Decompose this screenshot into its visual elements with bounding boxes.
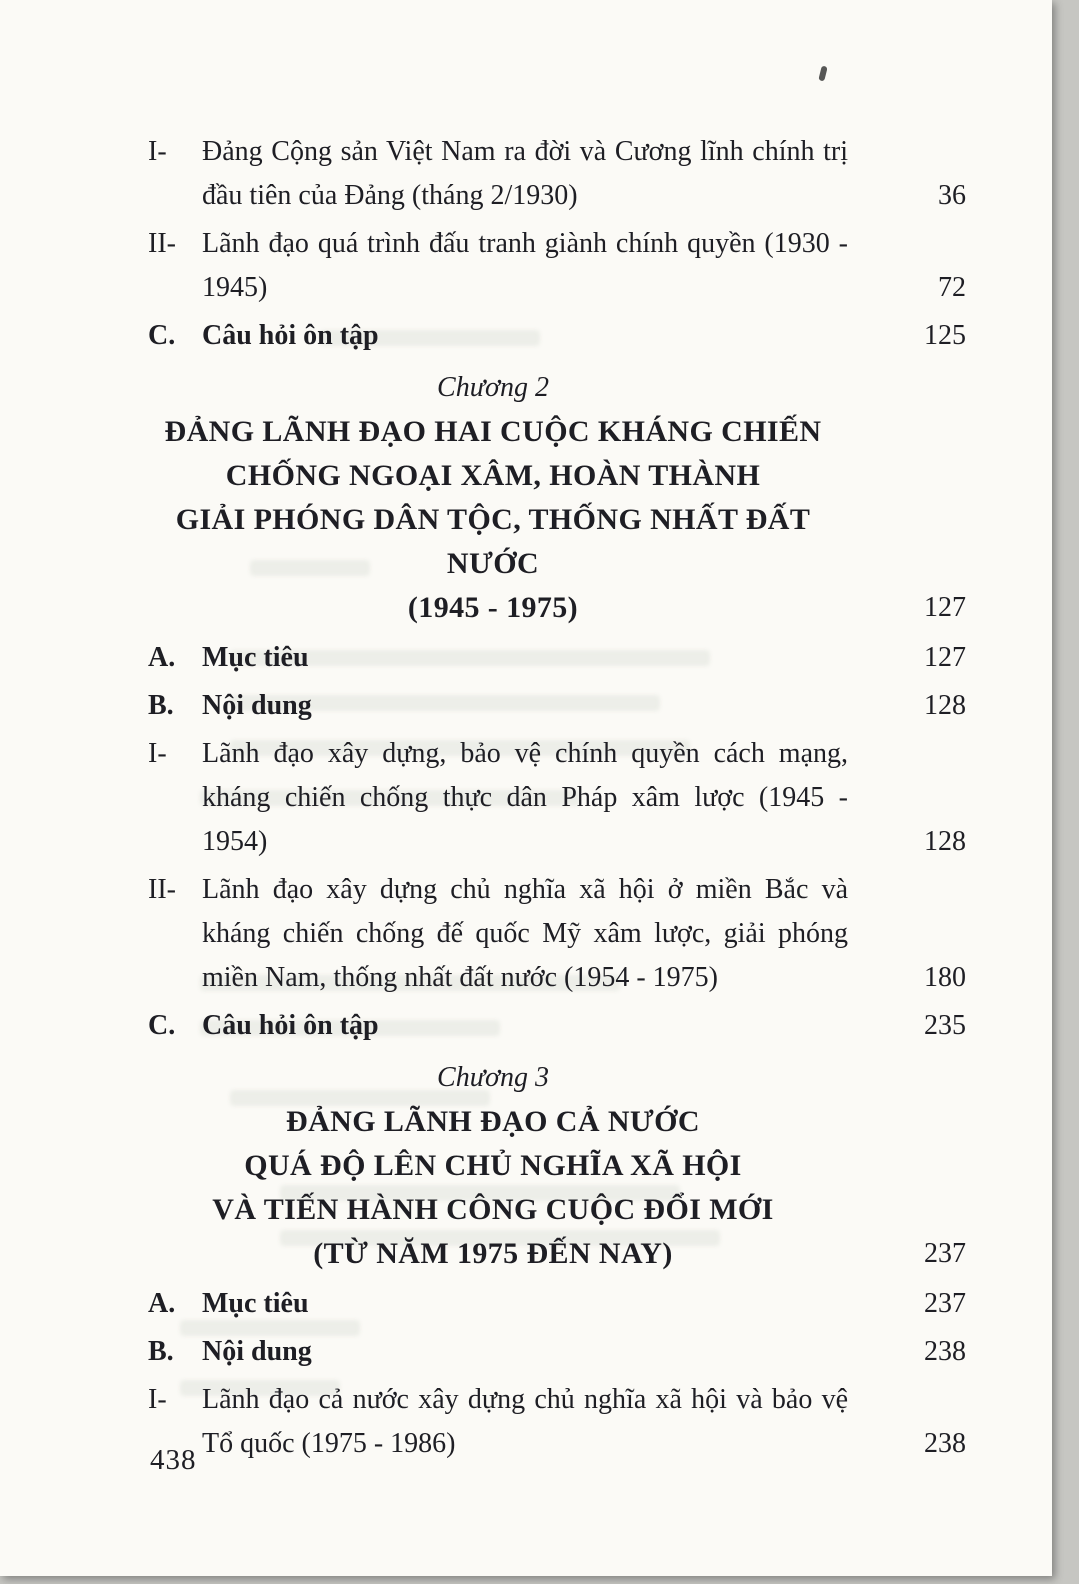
chapter-title-line: CHỐNG NGOẠI XÂM, HOÀN THÀNH <box>225 459 761 492</box>
toc-entry-label: C. <box>148 320 176 351</box>
toc-entry-label: I- <box>148 738 167 769</box>
toc-entry <box>148 222 966 310</box>
chapter-title-line: (1945 - 1975) <box>407 591 579 624</box>
toc-entry-label: B. <box>148 1336 174 1367</box>
toc-entry-page: 235 <box>924 1010 966 1041</box>
chapter-page: 237 <box>924 1238 966 1269</box>
toc-entry <box>148 1282 966 1326</box>
toc-entry-label: II- <box>148 228 176 259</box>
toc-entry <box>148 1378 966 1466</box>
toc-entry-page: 128 <box>924 690 966 721</box>
chapter-title-line: ĐẢNG LÃNH ĐẠO HAI CUỘC KHÁNG CHIẾN <box>164 415 822 448</box>
toc-entry-text: Câu hỏi ôn tập <box>202 320 379 351</box>
toc-entry-page: 125 <box>924 320 966 351</box>
toc-entry-label: I- <box>148 136 167 167</box>
toc-entry-text: Đảng Cộng sản Việt Nam ra đời và Cương lĩnh chính trị đầu tiên của Đảng (tháng 2/1930) <box>202 136 848 211</box>
toc-entry-page: 127 <box>924 642 966 673</box>
toc-entry-text: Câu hỏi ôn tập <box>202 1010 379 1041</box>
toc-entry-label: B. <box>148 690 174 721</box>
toc-entry-page: 36 <box>938 180 966 211</box>
toc-entry-label: A. <box>148 1288 176 1319</box>
toc-entry-text: Lãnh đạo cả nước xây dựng chủ nghĩa xã hội và bảo vệ Tổ quốc (1975 - 1986) <box>202 1384 848 1459</box>
chapter-heading <box>148 1056 966 1276</box>
chapter-heading <box>148 366 966 630</box>
toc-entry-label: I- <box>148 1384 167 1415</box>
toc-entry-page: 238 <box>924 1428 966 1459</box>
toc-entry-page: 180 <box>924 962 966 993</box>
chapter-label: Chương 2 <box>437 372 549 403</box>
toc-entry <box>148 130 966 218</box>
toc-entry-page: 237 <box>924 1288 966 1319</box>
page-number: 438 <box>150 1444 197 1476</box>
toc-entry-text: Lãnh đạo xây dựng, bảo vệ chính quyền cách mạng, kháng chiến chống thực dân Pháp xâm lược (1945 - 1954) <box>202 738 848 857</box>
chapter-title-line: GIẢI PHÓNG DÂN TỘC, THỐNG NHẤT ĐẤT NƯỚC <box>175 503 811 580</box>
chapter-title-line: VÀ TIẾN HÀNH CÔNG CUỘC ĐỔI MỚI <box>212 1193 774 1226</box>
toc-entry <box>148 732 966 864</box>
toc-entry <box>148 636 966 680</box>
toc-entry <box>148 1330 966 1374</box>
toc-entry-label: C. <box>148 1010 176 1041</box>
chapter-page: 127 <box>924 592 966 623</box>
chapter-label: Chương 3 <box>437 1062 549 1093</box>
chapter-title-line: (TỪ NĂM 1975 ĐẾN NAY) <box>313 1237 673 1270</box>
toc-entry-text: Lãnh đạo xây dựng chủ nghĩa xã hội ở miền Bắc và kháng chiến chống đế quốc Mỹ xâm lược, giải phóng miền Nam, thống nhất đất nước (1954 - 1975) <box>202 874 848 993</box>
scan-artifact <box>818 65 827 81</box>
toc-entry <box>148 1004 966 1048</box>
chapter-title-line: QUÁ ĐỘ LÊN CHỦ NGHĨA XÃ HỘI <box>244 1149 742 1182</box>
toc-entry <box>148 314 966 358</box>
toc-entry-page: 128 <box>924 826 966 857</box>
toc-entry-label: II- <box>148 874 176 905</box>
toc-entry-text: Mục tiêu <box>202 642 309 673</box>
chapter-title-line: ĐẢNG LÃNH ĐẠO CẢ NƯỚC <box>286 1105 700 1138</box>
toc-entry-text: Nội dung <box>202 690 312 721</box>
toc-entry <box>148 868 966 1000</box>
toc-entry-text: Lãnh đạo quá trình đấu tranh giành chính quyền (1930 - 1945) <box>202 228 848 303</box>
toc-entry-page: 238 <box>924 1336 966 1367</box>
toc-entry-text: Nội dung <box>202 1336 312 1367</box>
toc-entry-text: Mục tiêu <box>202 1288 309 1319</box>
table-of-contents <box>148 130 966 1470</box>
toc-entry-page: 72 <box>938 272 966 303</box>
toc-entry-label: A. <box>148 642 176 673</box>
toc-entry <box>148 684 966 728</box>
